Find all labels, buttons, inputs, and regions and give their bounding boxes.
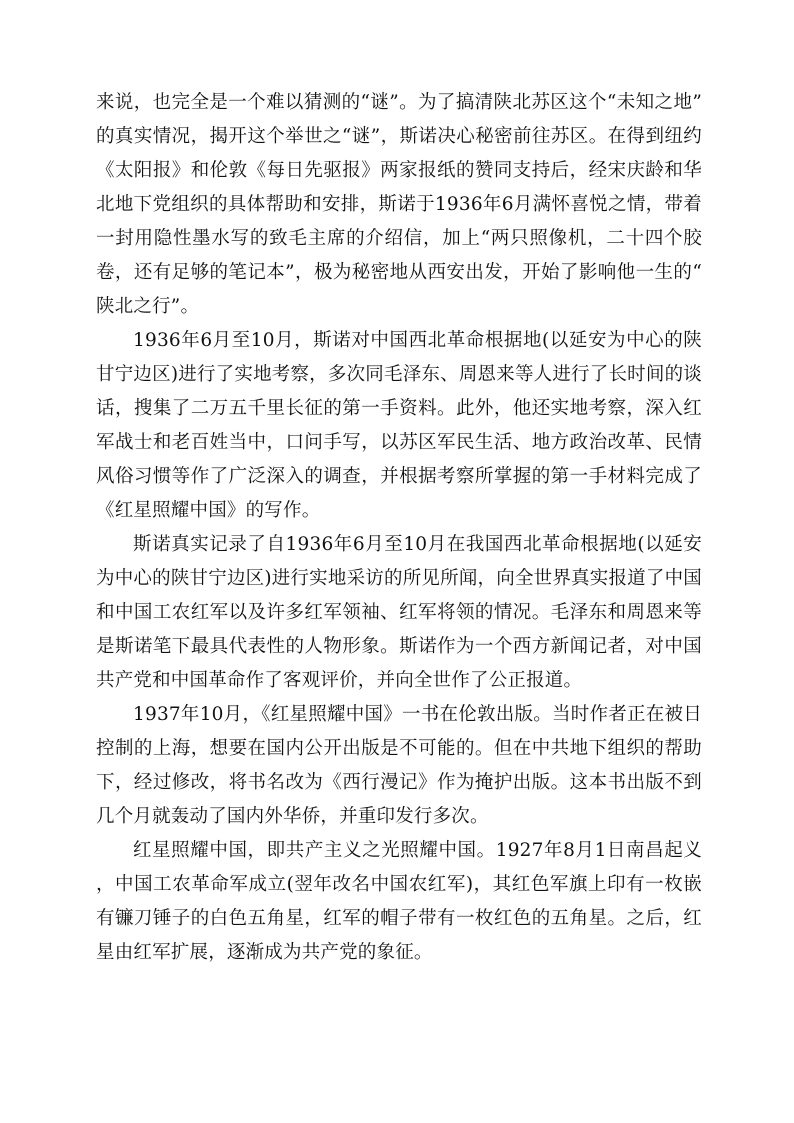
paragraph-5: 红星照耀中国，即共产主义之光照耀中国。1927年8月1日南昌起义，中国工农革命军成立(翌年改名中国农红军)，其红色军旗上印有一枚嵌有镰刀锤子的白色五角星，红军的帽子带有一枚红色的五角星。之后，红星由红军扩展，逐渐成为共产党的象征。 xyxy=(96,840,702,963)
paragraph-3: 斯诺真实记录了自1936年6月至10月在我国西北革命根据地(以延安为中心的陕甘宁边区)进行实地采访的所见所闻，向全世界真实报道了中国和中国工农红军以及许多红军领袖、红军将领的情况。毛泽东和周恩来等是斯诺笔下最具代表性的人物形象。斯诺作为一个西方新闻记者，对中国共产党和中国革命作了客观评价，并向全世作了公正报道。 xyxy=(96,534,702,691)
paragraph-2: 1936年6月至10月，斯诺对中国西北革命根据地(以延安为中心的陕甘宁边区)进行了实地考察，多次同毛泽东、周恩来等人进行了长时间的谈话，搜集了二万五千里长征的第一手资料。此外，他还实地考察，深入红军战士和老百姓当中，口问手写，以苏区军民生活、地方政治改革、民情风俗习惯等作了广泛深入的调查，并根据考察所掌握的第一手材料完成了《红星照耀中国》的写作。 xyxy=(96,330,702,521)
paragraph-1: 来说，也完全是一个难以猜测的“谜”。为了搞清陕北苏区这个“未知之地”的真实情况，揭开这个举世之“谜”，斯诺决心秘密前往苏区。在得到纽约《太阳报》和伦敦《每日先驱报》两家报纸的赞同支持后，经宋庆龄和华北地下党组织的具体帮助和安排，斯诺于1936年6月满怀喜悦之情，带着一封用隐性墨水写的致毛主席的介绍信，加上“两只照像机，二十四个胶卷，还有足够的笔记本”，极为秘密地从西安出发，开始了影响他一生的“陕北之行”。 xyxy=(96,92,702,317)
document-body xyxy=(96,86,702,970)
paragraph-4: 1937年10月，《红星照耀中国》一书在伦敦出版。当时作者正在被日控制的上海，想要在国内公开出版是不可能的。但在中共地下组织的帮助下，经过修改，将书名改为《西行漫记》作为掩护出版。这本书出版不到几个月就轰动了国内外华侨，并重印发行多次。 xyxy=(96,704,702,827)
